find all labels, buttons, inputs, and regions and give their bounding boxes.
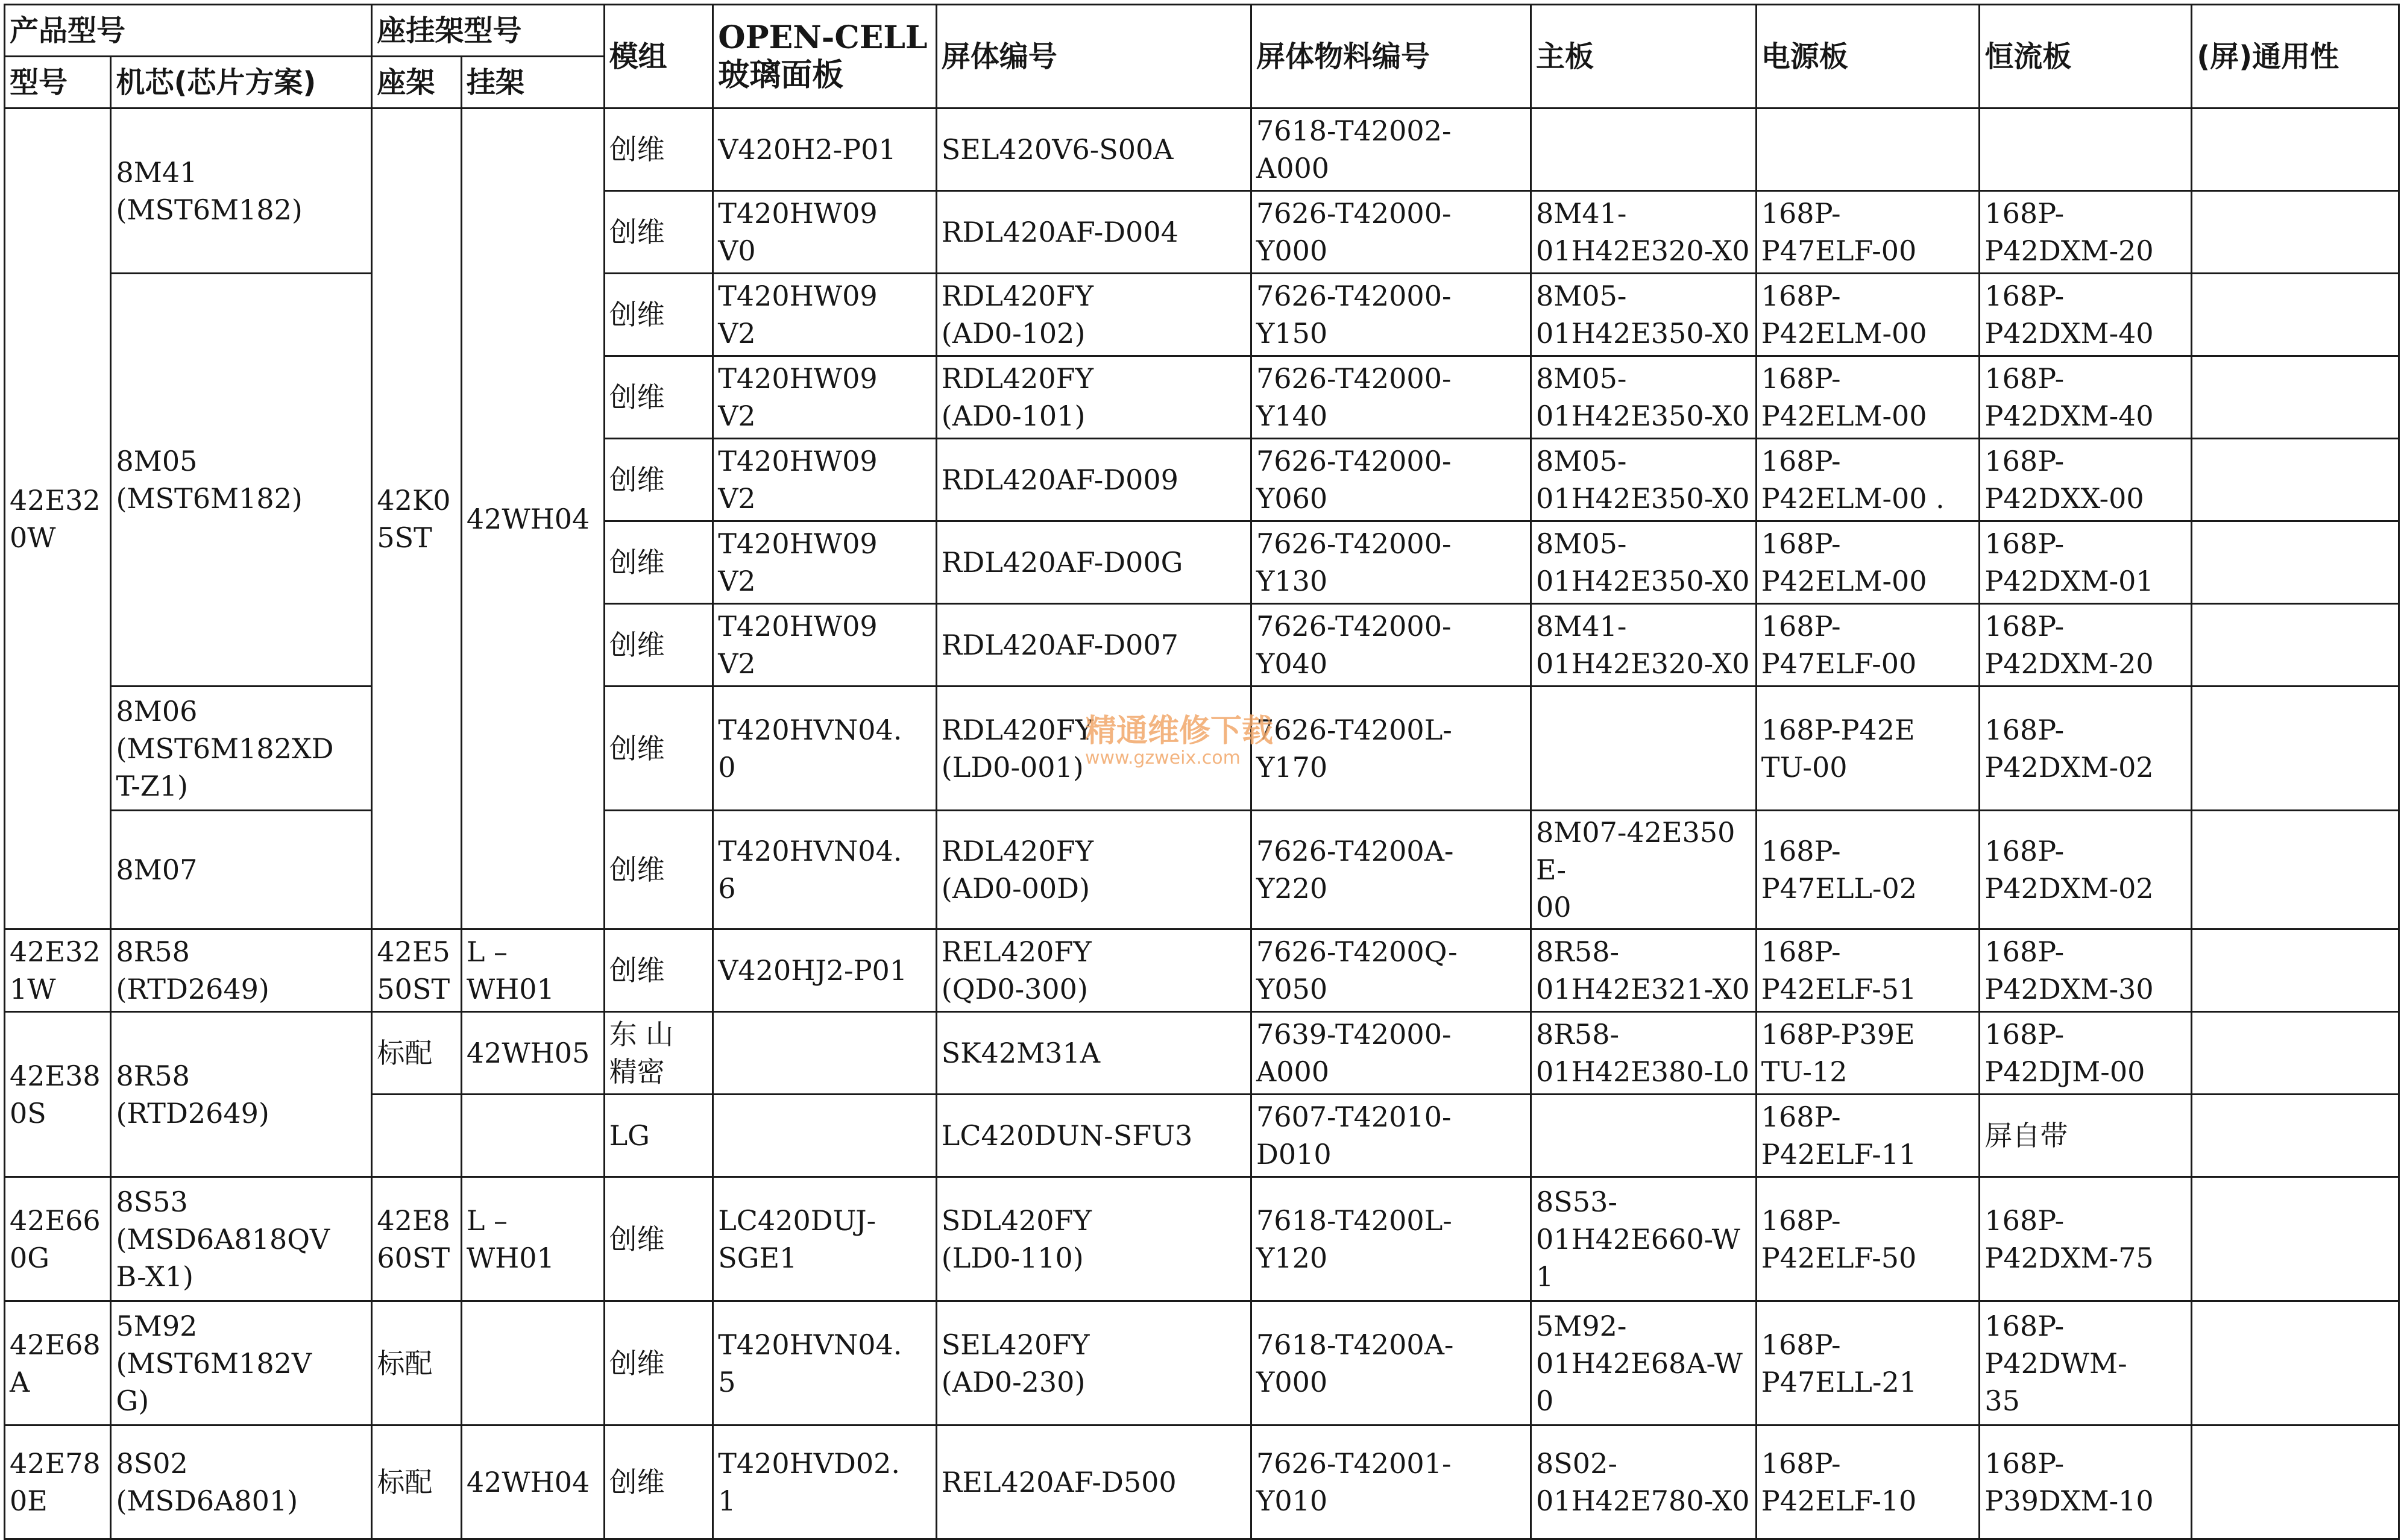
model-cell: 42E78 0E: [5, 1425, 111, 1539]
wall-mount-header: 挂架: [461, 57, 604, 108]
chassis-cell: 8M05 (MST6M182): [111, 274, 372, 687]
panel-no-cell: RDL420FY (AD0-00D): [936, 811, 1251, 929]
table-row: [5, 108, 2399, 191]
chassis-cell: 8R58 (RTD2649): [111, 1012, 372, 1177]
cc-board-cell: 168P- P42DJM-00: [1980, 1012, 2192, 1095]
constant-current-board-header: 恒流板: [1980, 5, 2192, 108]
main-board-cell: 8M41- 01H42E320-X0: [1531, 191, 1757, 274]
module-cell: 创维: [604, 687, 713, 811]
table-row: [5, 274, 2399, 356]
table-row: [5, 1425, 2399, 1539]
chassis-cell: 8S53 (MSD6A818QV B-X1): [111, 1177, 372, 1301]
main-board-header: 主板: [1531, 5, 1757, 108]
chassis-cell: 5M92 (MST6M182V G): [111, 1301, 372, 1425]
mount-cell: [461, 1301, 604, 1425]
module-cell: 创维: [604, 439, 713, 521]
panel-no-cell: REL420FY (QD0-300): [936, 929, 1251, 1012]
mount-cell: L – WH01: [461, 1177, 604, 1301]
chassis-cell: 8R58 (RTD2649): [111, 929, 372, 1012]
compat-cell: [2192, 1301, 2399, 1425]
tv-compatibility-table: [4, 4, 2400, 1540]
model-cell: 42E32 0W: [5, 108, 111, 929]
cc-board-cell: 168P- P42DXM-40: [1980, 356, 2192, 439]
power-board-cell: 168P- P47ELF-00: [1756, 604, 1980, 687]
panel-no-cell: RDL420FY (AD0-101): [936, 356, 1251, 439]
power-board-cell: 168P- P42ELM-00: [1756, 356, 1980, 439]
open-cell-cell: T420HVN04. 5: [713, 1301, 937, 1425]
chassis-cell: 8M06 (MST6M182XD T-Z1): [111, 687, 372, 811]
compat-cell: [2192, 356, 2399, 439]
power-board-header: 电源板: [1756, 5, 1980, 108]
power-board-cell: 168P- P42ELF-51: [1756, 929, 1980, 1012]
table-row: [5, 929, 2399, 1012]
main-board-cell: [1531, 108, 1757, 191]
power-board-cell: 168P-P42E TU-00: [1756, 687, 1980, 811]
open-cell-cell: LC420DUJ- SGE1: [713, 1177, 937, 1301]
product-model-header: 产品型号: [5, 5, 372, 57]
main-board-cell: 8R58- 01H42E321-X0: [1531, 929, 1757, 1012]
main-board-cell: [1531, 687, 1757, 811]
panel-no-cell: LC420DUN-SFU3: [936, 1095, 1251, 1177]
power-board-cell: 168P- P47ELL-21: [1756, 1301, 1980, 1425]
main-board-cell: 8S02- 01H42E780-X0: [1531, 1425, 1757, 1539]
compat-cell: [2192, 1012, 2399, 1095]
module-cell: 创维: [604, 1301, 713, 1425]
panel-no-cell: SEL420V6-S00A: [936, 108, 1251, 191]
cc-board-cell: 168P- P42DXM-02: [1980, 811, 2192, 929]
open-cell-cell: T420HW09 V0: [713, 191, 937, 274]
cc-board-cell: 168P- P42DXM-75: [1980, 1177, 2192, 1301]
table-row: [5, 1012, 2399, 1095]
main-board-cell: 8M41- 01H42E320-X0: [1531, 604, 1757, 687]
table-row: [5, 1177, 2399, 1301]
compat-cell: [2192, 274, 2399, 356]
mount-cell: 42WH04: [461, 1425, 604, 1539]
compat-cell: [2192, 191, 2399, 274]
open-cell-cell: T420HVN04. 6: [713, 811, 937, 929]
power-board-cell: [1756, 108, 1980, 191]
chassis-header: 机芯(芯片方案): [111, 57, 372, 108]
cc-board-cell: 168P- P42DXM-20: [1980, 604, 2192, 687]
cc-board-cell: 168P- P42DXM-40: [1980, 274, 2192, 356]
compat-cell: [2192, 1095, 2399, 1177]
header-row-1: [5, 5, 2399, 57]
material-no-cell: 7626-T42000- Y000: [1251, 191, 1531, 274]
material-no-cell: 7626-T4200L- Y170: [1251, 687, 1531, 811]
watermark-url: www.gzweix.com: [1085, 747, 1241, 768]
panel-no-cell: RDL420AF-D007: [936, 604, 1251, 687]
mount-model-header: 座挂架型号: [372, 5, 604, 57]
model-cell: 42E38 0S: [5, 1012, 111, 1177]
model-cell: 42E32 1W: [5, 929, 111, 1012]
stand-cell: 42E5 50ST: [372, 929, 461, 1012]
module-cell: 创维: [604, 604, 713, 687]
model-header: 型号: [5, 57, 111, 108]
material-no-cell: 7626-T42000- Y040: [1251, 604, 1531, 687]
cc-board-cell: 168P- P42DXM-20: [1980, 191, 2192, 274]
cc-board-cell: 168P- P42DXM-02: [1980, 687, 2192, 811]
material-no-cell: 7618-T4200A- Y000: [1251, 1301, 1531, 1425]
power-board-cell: 168P- P42ELM-00: [1756, 521, 1980, 604]
module-cell: 创维: [604, 356, 713, 439]
material-no-cell: 7626-T42000- Y130: [1251, 521, 1531, 604]
module-cell: 创维: [604, 811, 713, 929]
open-cell-cell: [713, 1012, 937, 1095]
material-no-cell: 7626-T4200A- Y220: [1251, 811, 1531, 929]
open-cell-header: OPEN-CELL 玻璃面板: [713, 5, 937, 108]
material-no-cell: 7618-T4200L- Y120: [1251, 1177, 1531, 1301]
material-no-cell: 7626-T42000- Y150: [1251, 274, 1531, 356]
cc-board-cell: 168P- P39DXM-10: [1980, 1425, 2192, 1539]
material-no-cell: 7626-T42000- Y060: [1251, 439, 1531, 521]
stand-cell: 标配: [372, 1012, 461, 1095]
compat-cell: [2192, 108, 2399, 191]
open-cell-cell: T420HW09 V2: [713, 274, 937, 356]
power-board-cell: 168P- P42ELM-00: [1756, 274, 1980, 356]
open-cell-cell: T420HW09 V2: [713, 604, 937, 687]
watermark-text: 精通维修下载: [1085, 713, 1274, 749]
stand-cell: 标配: [372, 1301, 461, 1425]
compat-cell: [2192, 521, 2399, 604]
module-cell: 创维: [604, 929, 713, 1012]
panel-no-cell: SK42M31A: [936, 1012, 1251, 1095]
power-board-cell: 168P- P42ELM-00 .: [1756, 439, 1980, 521]
module-cell: 创维: [604, 191, 713, 274]
cc-board-cell: 168P- P42DWM- 35: [1980, 1301, 2192, 1425]
compat-cell: [2192, 439, 2399, 521]
material-no-cell: 7618-T42002- A000: [1251, 108, 1531, 191]
compat-cell: [2192, 811, 2399, 929]
module-cell: 创维: [604, 1425, 713, 1539]
table-row: [5, 811, 2399, 929]
mount-cell: [461, 1095, 604, 1177]
main-board-cell: 8M05- 01H42E350-X0: [1531, 356, 1757, 439]
material-no-cell: 7626-T4200Q- Y050: [1251, 929, 1531, 1012]
open-cell-cell: [713, 1095, 937, 1177]
power-board-cell: 168P- P42ELF-50: [1756, 1177, 1980, 1301]
cc-board-cell: [1980, 108, 2192, 191]
module-cell: 创维: [604, 521, 713, 604]
compat-cell: [2192, 1425, 2399, 1539]
compat-cell: [2192, 687, 2399, 811]
open-cell-cell: T420HW09 V2: [713, 439, 937, 521]
cc-board-cell: 屏自带: [1980, 1095, 2192, 1177]
power-board-cell: 168P- P42ELF-10: [1756, 1425, 1980, 1539]
panel-no-cell: RDL420FY (LD0-001): [936, 687, 1251, 811]
panel-no-cell: RDL420AF-D00G: [936, 521, 1251, 604]
open-cell-cell: V420HJ2-P01: [713, 929, 937, 1012]
module-cell: 东 山 精密: [604, 1012, 713, 1095]
material-no-cell: 7639-T42000- A000: [1251, 1012, 1531, 1095]
power-board-cell: 168P- P42ELF-11: [1756, 1095, 1980, 1177]
main-board-cell: 5M92- 01H42E68A-W0: [1531, 1301, 1757, 1425]
stand-header: 座架: [372, 57, 461, 108]
power-board-cell: 168P- P47ELL-02: [1756, 811, 1980, 929]
cc-board-cell: 168P- P42DXX-00: [1980, 439, 2192, 521]
module-cell: 创维: [604, 108, 713, 191]
mount-cell: 42WH04: [461, 108, 604, 929]
module-cell: 创维: [604, 274, 713, 356]
panel-no-header: 屏体编号: [936, 5, 1251, 108]
main-board-cell: 8S53- 01H42E660-W1: [1531, 1177, 1757, 1301]
stand-cell: 42E8 60ST: [372, 1177, 461, 1301]
stand-cell: 42K0 5ST: [372, 108, 461, 929]
open-cell-cell: V420H2-P01: [713, 108, 937, 191]
module-header: 模组: [604, 5, 713, 108]
table-row: [5, 1301, 2399, 1425]
power-board-cell: 168P-P39E TU-12: [1756, 1012, 1980, 1095]
main-board-cell: 8M05- 01H42E350-X0: [1531, 521, 1757, 604]
model-cell: 42E66 0G: [5, 1177, 111, 1301]
open-cell-cell: T420HVD02. 1: [713, 1425, 937, 1539]
main-board-cell: 8M05- 01H42E350-X0: [1531, 274, 1757, 356]
panel-no-cell: RDL420AF-D004: [936, 191, 1251, 274]
main-board-cell: 8R58- 01H42E380-L0: [1531, 1012, 1757, 1095]
main-board-cell: 8M05- 01H42E350-X0: [1531, 439, 1757, 521]
stand-cell: 标配: [372, 1425, 461, 1539]
chassis-cell: 8S02 (MSD6A801): [111, 1425, 372, 1539]
compatibility-header: (屏)通用性: [2192, 5, 2399, 108]
power-board-cell: 168P- P47ELF-00: [1756, 191, 1980, 274]
cc-board-cell: 168P- P42DXM-01: [1980, 521, 2192, 604]
compat-cell: [2192, 604, 2399, 687]
panel-no-cell: SDL420FY (LD0-110): [936, 1177, 1251, 1301]
mount-cell: 42WH05: [461, 1012, 604, 1095]
panel-no-cell: RDL420AF-D009: [936, 439, 1251, 521]
compat-cell: [2192, 1177, 2399, 1301]
open-cell-cell: T420HW09 V2: [713, 521, 937, 604]
model-cell: 42E68 A: [5, 1301, 111, 1425]
main-board-cell: 8M07-42E350E- 00: [1531, 811, 1757, 929]
mount-cell: L – WH01: [461, 929, 604, 1012]
stand-cell: [372, 1095, 461, 1177]
chassis-cell: 8M07: [111, 811, 372, 929]
panel-material-no-header: 屏体物料编号: [1251, 5, 1531, 108]
open-cell-cell: T420HW09 V2: [713, 356, 937, 439]
open-cell-cell: T420HVN04. 0: [713, 687, 937, 811]
table-row: [5, 687, 2399, 811]
material-no-cell: 7607-T42010- D010: [1251, 1095, 1531, 1177]
panel-no-cell: REL420AF-D500: [936, 1425, 1251, 1539]
chassis-cell: 8M41 (MST6M182): [111, 108, 372, 274]
module-cell: 创维: [604, 1177, 713, 1301]
cc-board-cell: 168P- P42DXM-30: [1980, 929, 2192, 1012]
material-no-cell: 7626-T42001- Y010: [1251, 1425, 1531, 1539]
compat-cell: [2192, 929, 2399, 1012]
panel-no-cell: RDL420FY (AD0-102): [936, 274, 1251, 356]
main-board-cell: [1531, 1095, 1757, 1177]
panel-no-cell: SEL420FY (AD0-230): [936, 1301, 1251, 1425]
module-cell: LG: [604, 1095, 713, 1177]
material-no-cell: 7626-T42000- Y140: [1251, 356, 1531, 439]
